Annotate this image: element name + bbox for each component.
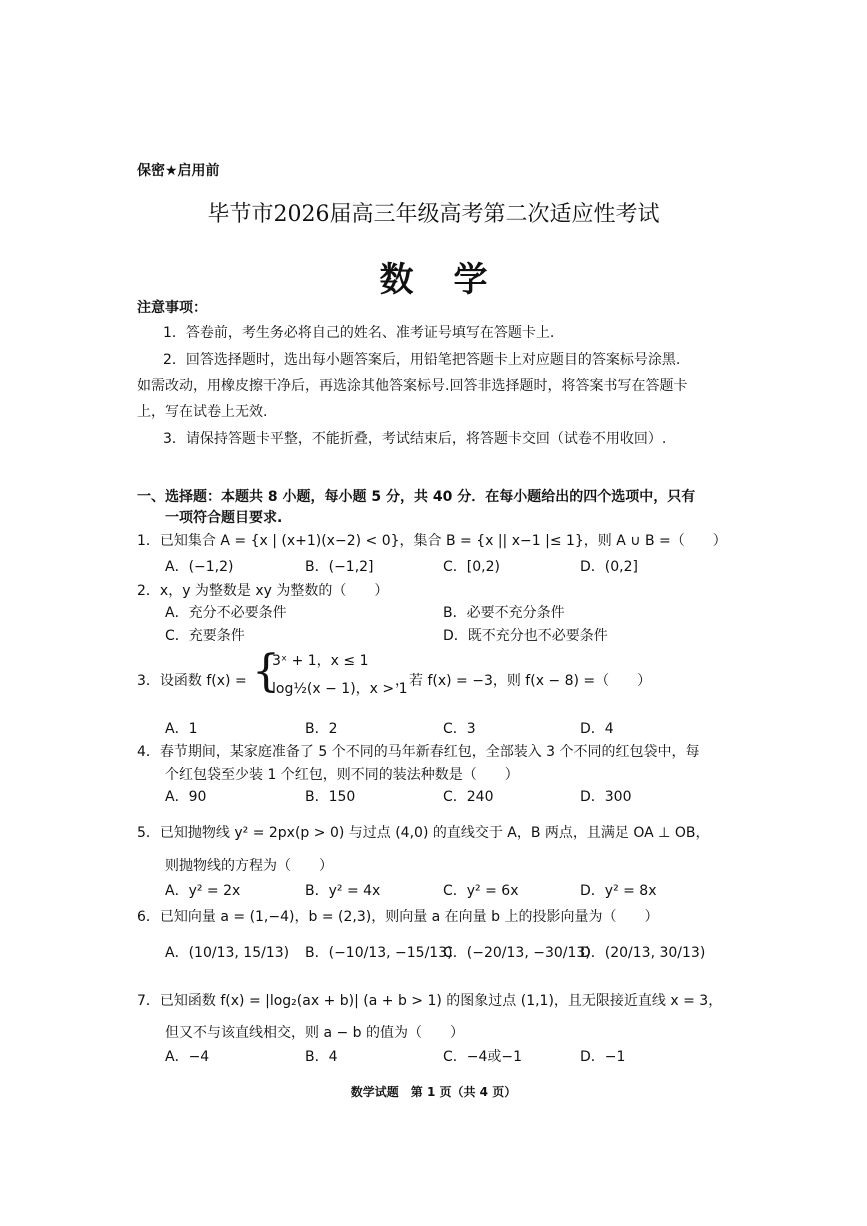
question-3-case-2: log½(x − 1)，x > 1 — [272, 681, 408, 697]
question-7-line-2: 但又不与该直线相交，则 a − b 的值为（ ） — [165, 1025, 464, 1041]
notice-item-2-line-2: 如需改动，用橡皮擦干净后，再选涂其他答案标号.回答非选择题时，将答案书写在答题卡 — [137, 378, 688, 394]
question-6-option-d: D．(20/13, 30/13) — [580, 945, 706, 961]
question-2-stem: 2．x，y 为整数是 xy 为整数的（ ） — [137, 583, 389, 599]
question-6-option-a: A．(10/13, 15/13) — [165, 945, 290, 961]
question-4-option-d: D．300 — [580, 789, 632, 805]
question-4-option-c: C．240 — [443, 789, 494, 805]
question-1-option-c: C．[0,2) — [443, 559, 500, 575]
confidential-label: 保密★启用前 — [137, 163, 220, 179]
question-2-option-d: D．既不充分也不必要条件 — [443, 628, 608, 644]
notice-item-2-line-3: 上，写在试卷上无效. — [137, 404, 268, 420]
question-6-option-c: C．(−20/13, −30/13) — [443, 945, 591, 961]
question-3-option-d: D．4 — [580, 721, 614, 737]
question-4-option-a: A．90 — [165, 789, 207, 805]
page-footer: 数学试题 第 1 页（共 4 页） — [350, 1085, 517, 1099]
subject-title: 数学 — [379, 260, 528, 300]
question-6-option-b: B．(−10/13, −15/13) — [305, 945, 453, 961]
section-heading-line-1: 一、选择题：本题共 8 小题，每小题 5 分，共 40 分．在每小题给出的四个选项中，只有 — [137, 489, 696, 505]
question-2-option-b: B．必要不充分条件 — [443, 605, 565, 621]
question-7-line-1: 7．已知函数 f(x) = |log₂(ax + b)| (a + b > 1) 的图象过点 (1,1)，且无限接近直线 x = 3， — [137, 993, 723, 1009]
question-2-option-a: A．充分不必要条件 — [165, 605, 287, 621]
question-2-option-c: C．充要条件 — [165, 628, 245, 644]
question-7-option-d: D．−1 — [580, 1049, 626, 1065]
exam-title: 毕节市2026届高三年级高考第二次适应性考试 — [207, 202, 660, 227]
question-3-suffix: ，若 f(x) = −3，则 f(x − 8) =（ ） — [395, 673, 652, 689]
question-3-option-c: C．3 — [443, 721, 476, 737]
notice-item-2-line-1: 2．回答选择题时，选出每小题答案后，用铅笔把答题卡上对应题目的答案标号涂黑. — [163, 352, 681, 368]
question-1-option-d: D．(0,2] — [580, 559, 638, 575]
question-3-case-1: 3ˣ + 1，x ≤ 1 — [272, 653, 369, 669]
notice-heading: 注意事项： — [137, 300, 207, 316]
question-3-option-b: B．2 — [305, 721, 338, 737]
question-1-option-a: A．(−1,2) — [165, 559, 234, 575]
piecewise-brace: { — [252, 646, 280, 697]
question-3-prefix: 3．设函数 f(x) = — [137, 673, 247, 689]
question-4-line-1: 4．春节期间，某家庭准备了 5 个不同的马年新春红包，全部装入 3 个不同的红包袋中，每 — [137, 744, 700, 760]
question-3-option-a: A．1 — [165, 721, 198, 737]
section-heading-line-2: 一项符合题目要求. — [165, 510, 283, 526]
question-5-line-2: 则抛物线的方程为（ ） — [165, 858, 333, 874]
question-5-line-1: 5．已知抛物线 y² = 2px(p > 0) 与过点 (4,0) 的直线交于 A，B 两点，且满足 OA ⊥ OB， — [137, 825, 710, 841]
notice-item-1: 1．答卷前，考生务必将自己的姓名、准考证号填写在答题卡上. — [163, 325, 555, 341]
question-4-line-2: 个红包袋至少装 1 个红包，则不同的装法种数是（ ） — [165, 767, 519, 783]
notice-item-3: 3．请保持答题卡平整，不能折叠，考试结束后，将答题卡交回（试卷不用收回）. — [163, 431, 667, 447]
question-7-option-a: A．−4 — [165, 1049, 210, 1065]
question-4-option-b: B．150 — [305, 789, 356, 805]
question-1-stem: 1．已知集合 A = {x | (x+1)(x−2) < 0}，集合 B = {x || x−1 |≤ 1}，则 A ∪ B =（ ） — [137, 533, 727, 549]
question-5-option-b: B．y² = 4x — [305, 883, 381, 899]
question-5-option-c: C．y² = 6x — [443, 883, 519, 899]
question-5-option-a: A．y² = 2x — [165, 883, 241, 899]
question-6-stem: 6．已知向量 a = (1,−4)，b = (2,3)，则向量 a 在向量 b 上的投影向量为（ ） — [137, 909, 659, 925]
question-5-option-d: D．y² = 8x — [580, 883, 657, 899]
question-7-option-c: C．−4或−1 — [443, 1049, 523, 1065]
question-7-option-b: B．4 — [305, 1049, 338, 1065]
question-1-option-b: B．(−1,2] — [305, 559, 374, 575]
